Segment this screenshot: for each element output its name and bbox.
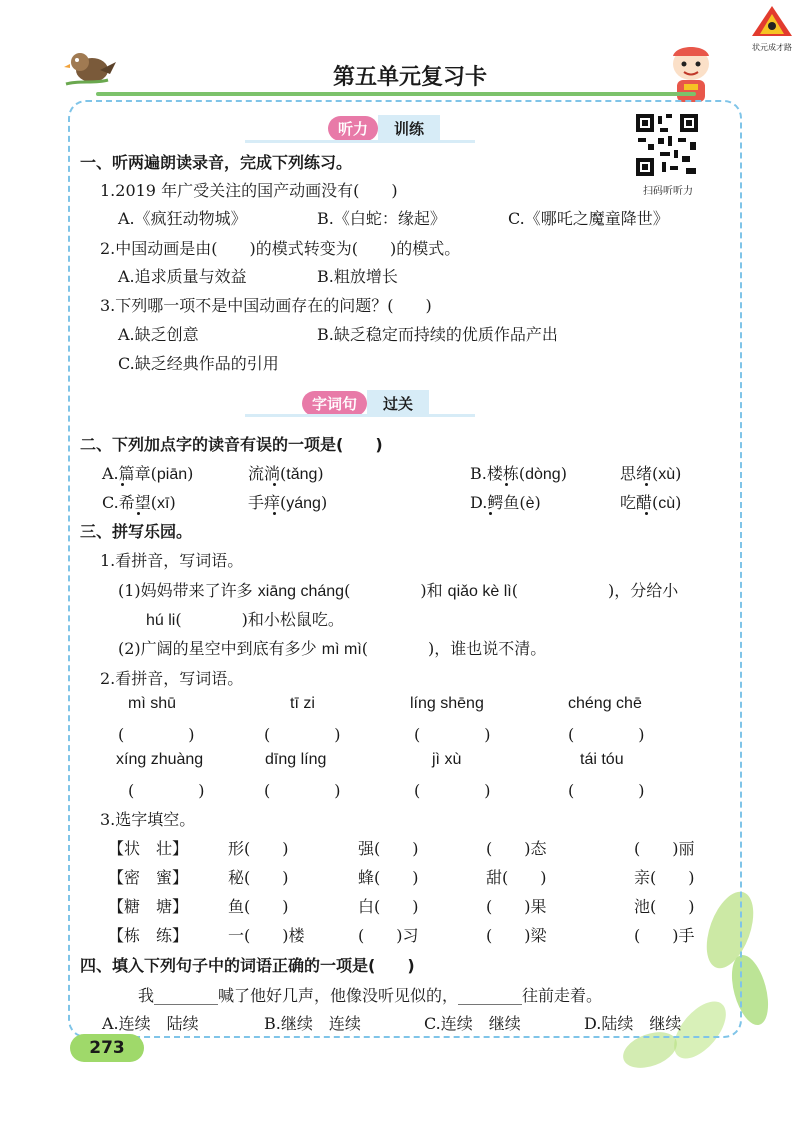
- s3-sub1: 1.看拼音，写词语。: [100, 551, 244, 570]
- s1-q3-option-b[interactable]: B.缺乏稳定而持续的优质作品产出: [317, 325, 558, 344]
- sentence-text: ，谁也说不清。: [434, 639, 547, 658]
- bird-icon: [60, 40, 120, 100]
- pinyin-prompt: chéng chē: [568, 695, 642, 712]
- pinyin: tǎng: [286, 466, 318, 483]
- sentence-text: 和: [426, 581, 443, 600]
- s1-q3-option-a[interactable]: A.缺乏创意: [118, 325, 199, 344]
- char-fill-item[interactable]: ( )习: [358, 926, 419, 945]
- answer-box[interactable]: ( ): [568, 781, 645, 800]
- s3-sentence2: (2)广阔的星空中到底有多少 mì mì( )，谁也说不清。: [118, 639, 547, 658]
- s2-option-b1[interactable]: B.楼栋(dòng): [470, 464, 567, 483]
- s3-sub3: 3.选字填空。: [100, 810, 196, 829]
- pinyin: xù: [658, 466, 676, 483]
- s3-sub2: 2.看拼音，写词语。: [100, 669, 244, 688]
- char-fill-item[interactable]: 强( ): [358, 839, 419, 858]
- sentence-text: ，分给小: [614, 581, 679, 600]
- option-text: A.篇章(: [102, 464, 157, 483]
- pinyin-prompt: jì xù: [432, 751, 462, 768]
- pinyin: xī: [157, 495, 170, 512]
- emphasis-dot: [137, 512, 140, 515]
- char-fill-item[interactable]: 秘( ): [228, 868, 289, 887]
- pinyin: mì mì: [321, 641, 362, 658]
- words-badge: [302, 390, 429, 417]
- pinyin-prompt: dīng líng: [265, 751, 327, 768]
- pinyin-prompt: tī zi: [290, 695, 315, 712]
- char-group-label: 【栋 练】: [108, 926, 189, 945]
- section1-heading: 一、听两遍朗读录音，完成下列练习。: [80, 153, 353, 172]
- triangle-logo-icon: [748, 4, 796, 38]
- answer-box[interactable]: ( ): [568, 725, 645, 744]
- s2-option-c1[interactable]: C.希望(xī): [102, 493, 176, 512]
- char-group-label: 【状 壮】: [108, 839, 189, 858]
- char-fill-item[interactable]: 甜( ): [486, 868, 547, 887]
- qr-code[interactable]: [634, 112, 700, 178]
- badge-underline: [245, 140, 475, 143]
- emphasis-dot: [505, 483, 508, 486]
- char-group-label: 【糖 塘】: [108, 897, 189, 916]
- listening-badge: [328, 115, 440, 142]
- sentence-text: (2)广阔的星空中到底有多少: [118, 639, 317, 658]
- pinyin-prompt: xíng zhuàng: [116, 751, 204, 768]
- char-fill-item[interactable]: ( )丽: [634, 839, 695, 858]
- char-fill-item[interactable]: 一( )楼: [228, 926, 305, 945]
- char-fill-item[interactable]: 白( ): [358, 897, 419, 916]
- pinyin-prompt: mì shū: [128, 695, 177, 712]
- char-fill-item[interactable]: 形( ): [228, 839, 289, 858]
- sentence-text: 和小松鼠吃。: [247, 610, 344, 629]
- s2-option-d2: 吃醋(cù): [620, 493, 682, 512]
- listening-tag: 听力: [328, 116, 378, 141]
- listening-label: 训练: [378, 115, 440, 142]
- words-label: 过关: [367, 390, 429, 417]
- qr-caption: 扫码听听力: [643, 186, 693, 197]
- qr-code-icon: [634, 112, 700, 178]
- char-fill-item[interactable]: 池( ): [634, 897, 695, 916]
- s4-option-d[interactable]: D.陆续 继续: [584, 1014, 682, 1033]
- char-fill-item[interactable]: ( )梁: [486, 926, 547, 945]
- sentence-text: (1)妈妈带来了许多: [118, 581, 253, 600]
- s4-option-a[interactable]: A.连续 陆续: [102, 1014, 199, 1033]
- s1-q1-option-c[interactable]: C.《哪吒之魔童降世》: [508, 209, 669, 228]
- pinyin: dòng: [525, 466, 561, 483]
- publisher-logo: [748, 4, 796, 50]
- s1-q2-option-a[interactable]: A.追求质量与效益: [118, 267, 247, 286]
- pinyin-prompt: tái tóu: [580, 751, 624, 768]
- s2-option-a2: 流淌(tǎng): [248, 464, 324, 483]
- s1-q3-option-c[interactable]: C.缺乏经典作品的引用: [118, 354, 279, 373]
- logo-text: 状元成才路: [752, 43, 792, 52]
- answer-box[interactable]: ( ): [118, 725, 195, 744]
- char-fill-item[interactable]: 亲( ): [634, 868, 695, 887]
- s4-sentence: 我________喊了他好几声，他像没听见似的，________往前走着。: [138, 986, 603, 1005]
- emphasis-dot: [489, 512, 492, 515]
- answer-box[interactable]: ( ): [414, 725, 491, 744]
- section3-heading: 三、拼写乐园。: [80, 522, 193, 541]
- char-fill-item[interactable]: ( )态: [486, 839, 547, 858]
- title-divider: [96, 92, 696, 96]
- s4-option-b[interactable]: B.继续 连续: [264, 1014, 361, 1033]
- section2-heading: 二、下列加点字的读音有误的一项是( ): [80, 435, 383, 454]
- s1-q1-option-b[interactable]: B.《白蛇：缘起》: [317, 209, 446, 228]
- emphasis-dot: [645, 483, 648, 486]
- char-fill-item[interactable]: ( )手: [634, 926, 695, 945]
- pinyin: cù: [658, 495, 676, 512]
- option-text: D.鳄鱼(: [470, 493, 526, 512]
- section4-heading: 四、填入下列句子中的词语正确的一项是( ): [80, 956, 415, 975]
- answer-box[interactable]: ( ): [264, 725, 341, 744]
- answer-box[interactable]: ( ): [128, 781, 205, 800]
- page-number: 273: [70, 1034, 144, 1062]
- s1-q1-stem: 1.2019 年广受关注的国产动画没有( ): [100, 181, 398, 200]
- option-text: 思绪(: [620, 464, 659, 483]
- emphasis-dot: [121, 483, 124, 486]
- pinyin: xiāng cháng: [257, 583, 345, 600]
- pinyin: hú li: [146, 612, 176, 629]
- option-text: 手痒(: [248, 493, 287, 512]
- char-fill-item[interactable]: 蜂( ): [358, 868, 419, 887]
- pinyin: piān: [156, 466, 188, 483]
- s1-q2-option-b[interactable]: B.粗放增长: [317, 267, 398, 286]
- badge-underline-2: [245, 414, 475, 417]
- cartoon-illustration: [662, 40, 720, 108]
- option-text: 吃醋(: [620, 493, 659, 512]
- cartoon-character-icon: [662, 40, 720, 108]
- s2-option-d1[interactable]: D.鳄鱼(è): [470, 493, 541, 512]
- page-title: 第五单元复习卡: [332, 65, 487, 90]
- s3-sentence1-line2: hú li( )和小松鼠吃。: [146, 610, 344, 629]
- emphasis-dot: [645, 512, 648, 515]
- s2-option-c2: 手痒(yáng): [248, 493, 328, 512]
- s1-q2-stem: 2.中国动画是由( )的模式转变为( )的模式。: [100, 239, 461, 258]
- s2-option-a1[interactable]: A.篇章(piān): [102, 464, 194, 483]
- emphasis-dot: [273, 512, 276, 515]
- char-fill-item[interactable]: ( )果: [486, 897, 547, 916]
- s2-option-b2: 思绪(xù): [620, 464, 682, 483]
- s3-sentence1-line1: (1)妈妈带来了许多 xiāng cháng( )和 qiǎo kè lì( )，分给小: [118, 581, 679, 600]
- pinyin: qiǎo kè lì: [447, 583, 512, 600]
- pinyin-prompt: líng shēng: [410, 695, 484, 712]
- char-group-label: 【密 蜜】: [108, 868, 189, 887]
- pinyin: è: [525, 495, 535, 512]
- char-fill-item[interactable]: 鱼( ): [228, 897, 289, 916]
- s1-q3-stem: 3.下列哪一项不是中国动画存在的问题？( ): [100, 296, 432, 315]
- answer-box[interactable]: ( ): [414, 781, 491, 800]
- option-text: 流淌(: [248, 464, 287, 483]
- bird-illustration: [60, 40, 120, 100]
- emphasis-dot: [273, 483, 276, 486]
- answer-box[interactable]: ( ): [264, 781, 341, 800]
- s1-q1-option-a[interactable]: A.《疯狂动物城》: [118, 209, 247, 228]
- words-tag: 字词句: [302, 391, 367, 416]
- option-text: B.楼栋(: [470, 464, 526, 483]
- s4-option-c[interactable]: C.连续 继续: [424, 1014, 521, 1033]
- option-text: C.希望(: [102, 493, 158, 512]
- pinyin: yáng: [286, 495, 321, 512]
